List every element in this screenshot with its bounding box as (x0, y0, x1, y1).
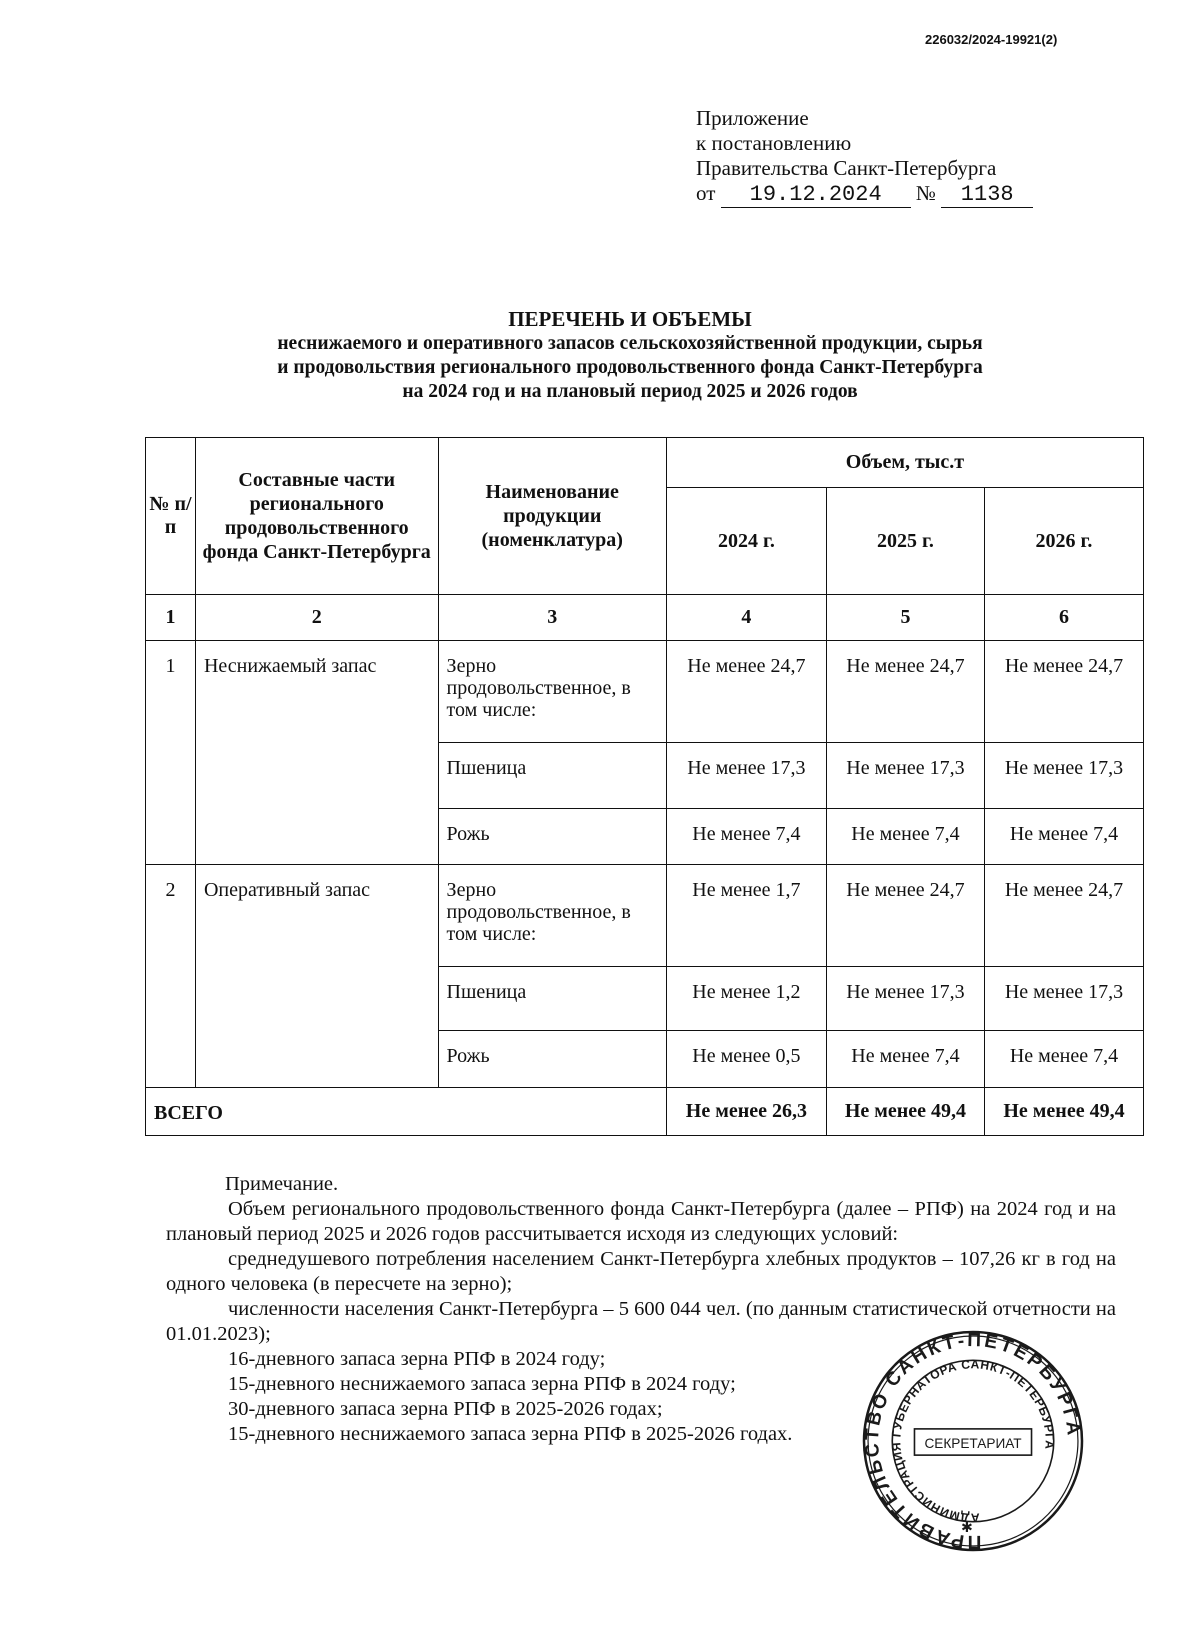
official-seal-stamp (862, 1330, 1084, 1552)
product-name: Зерно продовольственное, в том числе: (438, 641, 666, 743)
value-2026: Не менее 24,7 (984, 641, 1143, 743)
value-2025: Не менее 7,4 (826, 809, 984, 865)
title-line-2: и продовольствия регионального продовольственного фонда Санкт-Петербурга (277, 357, 983, 378)
total-2026: Не менее 49,4 (984, 1088, 1143, 1136)
title-line-3: на 2024 год и на плановый период 2025 и 2026 годов (402, 381, 858, 402)
table-row (146, 865, 1144, 967)
total-2024: Не менее 26,3 (666, 1088, 826, 1136)
header-product: Наименование продукции (номенклатура) (438, 438, 666, 595)
total-row (146, 1088, 1144, 1136)
col-number: 2 (195, 595, 438, 641)
product-name: Рожь (438, 1031, 666, 1088)
col-number: 5 (826, 595, 984, 641)
note-paragraph: 16-дневного запаса зерна РПФ в 2024 году; (228, 1348, 606, 1370)
document-id: 226032/2024-19921(2) (925, 32, 1058, 47)
value-2025: Не менее 24,7 (826, 865, 984, 967)
value-2026: Не менее 7,4 (984, 809, 1143, 865)
decree-number: 1138 (941, 182, 1033, 208)
product-name: Пшеница (438, 743, 666, 809)
value-2024: Не менее 24,7 (666, 641, 826, 743)
note-paragraph: 30-дневного запаса зерна РПФ в 2025-2026 годах; (228, 1398, 663, 1420)
title-main: ПЕРЕЧЕНЬ И ОБЪЕМЫ (508, 307, 752, 331)
appendix-line-3: Правительства Санкт-Петербурга (696, 156, 997, 180)
group-part: Неснижаемый запас (195, 641, 438, 865)
value-2024: Не менее 0,5 (666, 1031, 826, 1088)
header-year-2025: 2025 г. (826, 488, 984, 595)
seal-inner-text-path: АДМИНИСТРАЦИЯ ГУБЕРНАТОРА САНКТ-ПЕТЕРБУРГА (889, 1357, 1057, 1525)
note-paragraph: 15-дневного неснижаемого запаса зерна РПФ в 2024 году; (228, 1373, 736, 1395)
seal-outer-text-path: ПРАВИТЕЛЬСТВО САНКТ-ПЕТЕРБУРГА (862, 1330, 1084, 1552)
appendix-line-1: Приложение (696, 106, 809, 130)
note-paragraph: численности населения Санкт-Петербурга – 5 600 044 чел. (по данным статистической отчетности на 01.01.2023); (166, 1298, 1116, 1345)
col-number: 1 (146, 595, 196, 641)
group-number: 2 (146, 865, 196, 1088)
appendix-date-line (696, 181, 1033, 208)
header-parts: Составные части регионального продовольственного фонда Санкт-Петербурга (195, 438, 438, 595)
title-line-1: неснижаемого и оперативного запасов сельскохозяйственной продукции, сырья (277, 333, 983, 354)
header-num: № п/п (146, 438, 196, 595)
col-number: 4 (666, 595, 826, 641)
value-2025: Не менее 7,4 (826, 1031, 984, 1088)
header-year-2024: 2024 г. (666, 488, 826, 595)
seal-center-text: СЕКРЕТАРИАТ (924, 1436, 1022, 1452)
decree-date: 19.12.2024 (721, 182, 911, 208)
total-label: ВСЕГО (146, 1088, 667, 1136)
note-paragraph: среднедушевого потребления населением Санкт-Петербурга хлебных продуктов – 107,26 кг в год на одного человека (в пересчете на зерно); (166, 1248, 1116, 1295)
total-2025: Не менее 49,4 (826, 1088, 984, 1136)
col-number: 6 (984, 595, 1143, 641)
document-title (140, 306, 1120, 404)
value-2025: Не менее 17,3 (826, 743, 984, 809)
product-name: Рожь (438, 809, 666, 865)
value-2025: Не менее 17,3 (826, 967, 984, 1031)
value-2024: Не менее 1,2 (666, 967, 826, 1031)
value-2025: Не менее 24,7 (826, 641, 984, 743)
value-2026: Не менее 24,7 (984, 865, 1143, 967)
note-paragraph: Объем регионального продовольственного фонда Санкт-Петербурга (далее – РПФ) на 2024 год и на плановый период 2025 и 2026 годов рассчитывается исходя из следующих условий: (166, 1198, 1116, 1245)
table-row (146, 641, 1144, 743)
group-number: 1 (146, 641, 196, 865)
title-subtitle (140, 332, 1120, 404)
value-2024: Не менее 17,3 (666, 743, 826, 809)
value-2026: Не менее 17,3 (984, 743, 1143, 809)
product-name: Зерно продовольственное, в том числе: (438, 865, 666, 967)
group-part: Оперативный запас (195, 865, 438, 1088)
product-name: Пшеница (438, 967, 666, 1031)
header-volume: Объем, тыс.т (666, 438, 1143, 488)
value-2026: Не менее 7,4 (984, 1031, 1143, 1088)
seal-star-icon: ✱ (961, 1519, 973, 1536)
stock-volume-table (145, 437, 1144, 1136)
value-2024: Не менее 7,4 (666, 809, 826, 865)
number-label: № (915, 181, 936, 205)
appendix-line-2: к постановлению (696, 131, 852, 155)
value-2024: Не менее 1,7 (666, 865, 826, 967)
notes-heading: Примечание. (225, 1173, 339, 1195)
header-year-2026: 2026 г. (984, 488, 1143, 595)
col-number: 3 (438, 595, 666, 641)
value-2026: Не менее 17,3 (984, 967, 1143, 1031)
note-paragraph: 15-дневного неснижаемого запаса зерна РПФ в 2025-2026 годах. (228, 1423, 793, 1445)
appendix-block (696, 106, 1033, 208)
from-label: от (696, 181, 716, 205)
